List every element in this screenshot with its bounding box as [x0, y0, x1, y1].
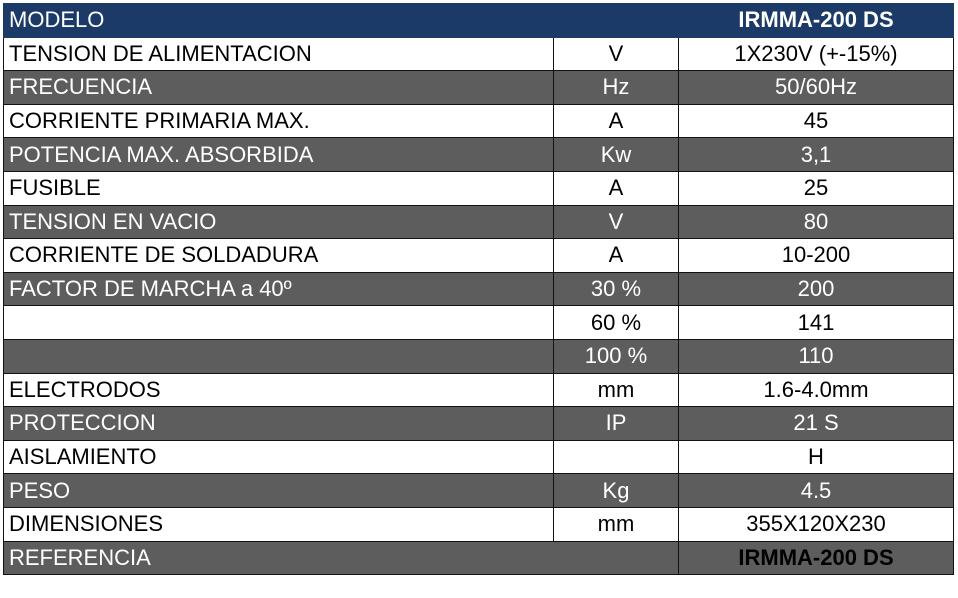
row-value: 1X230V (+-15%) — [679, 37, 954, 71]
table-row — [4, 104, 954, 138]
row-value: 80 — [679, 205, 954, 239]
row-value: 10-200 — [679, 239, 954, 273]
table-row — [4, 440, 954, 474]
table-row — [4, 171, 954, 205]
row-unit: Kw — [554, 138, 679, 172]
footer-label: REFERENCIA — [4, 541, 679, 575]
row-value: 3,1 — [679, 138, 954, 172]
row-label: TENSION EN VACIO — [4, 205, 554, 239]
row-unit: mm — [554, 373, 679, 407]
header-label: MODELO — [4, 4, 554, 38]
row-value: 355X120X230 — [679, 507, 954, 541]
row-label: DIMENSIONES — [4, 507, 554, 541]
row-value: 25 — [679, 171, 954, 205]
row-unit: IP — [554, 407, 679, 441]
row-value: 45 — [679, 104, 954, 138]
table-row — [4, 272, 954, 306]
row-label: ELECTRODOS — [4, 373, 554, 407]
table-row — [4, 507, 954, 541]
row-unit: 30 % — [554, 272, 679, 306]
row-value: H — [679, 440, 954, 474]
row-label: PESO — [4, 474, 554, 508]
row-value: 50/60Hz — [679, 71, 954, 105]
row-unit: A — [554, 171, 679, 205]
row-value: 141 — [679, 306, 954, 340]
row-unit: Hz — [554, 71, 679, 105]
row-label: CORRIENTE PRIMARIA MAX. — [4, 104, 554, 138]
table-row — [4, 339, 954, 373]
table-row — [4, 205, 954, 239]
table-row — [4, 138, 954, 172]
table-row — [4, 71, 954, 105]
row-value: 110 — [679, 339, 954, 373]
row-label: PROTECCION — [4, 407, 554, 441]
row-label: CORRIENTE DE SOLDADURA — [4, 239, 554, 273]
spec-table — [3, 3, 954, 575]
row-unit — [554, 440, 679, 474]
table-row — [4, 306, 954, 340]
row-label: AISLAMIENTO — [4, 440, 554, 474]
row-value: 1.6-4.0mm — [679, 373, 954, 407]
row-label — [4, 339, 554, 373]
row-unit: 60 % — [554, 306, 679, 340]
row-unit: V — [554, 37, 679, 71]
table-row — [4, 373, 954, 407]
table-footer-row — [4, 541, 954, 575]
row-unit: Kg — [554, 474, 679, 508]
table-row — [4, 474, 954, 508]
row-label — [4, 306, 554, 340]
row-unit: A — [554, 239, 679, 273]
footer-reference-value: IRMMA-200 DS — [679, 541, 954, 575]
row-value: 200 — [679, 272, 954, 306]
row-label: FRECUENCIA — [4, 71, 554, 105]
row-label: TENSION DE ALIMENTACION — [4, 37, 554, 71]
row-unit: 100 % — [554, 339, 679, 373]
table-row — [4, 239, 954, 273]
table-header-row — [4, 4, 954, 38]
table-row — [4, 407, 954, 441]
row-label: FACTOR DE MARCHA a 40º — [4, 272, 554, 306]
row-label: FUSIBLE — [4, 171, 554, 205]
header-unit — [554, 4, 679, 38]
row-unit: A — [554, 104, 679, 138]
row-value: 4.5 — [679, 474, 954, 508]
row-value: 21 S — [679, 407, 954, 441]
table-row — [4, 37, 954, 71]
row-unit: V — [554, 205, 679, 239]
row-label: POTENCIA MAX. ABSORBIDA — [4, 138, 554, 172]
row-unit: mm — [554, 507, 679, 541]
header-model-value: IRMMA-200 DS — [679, 4, 954, 38]
